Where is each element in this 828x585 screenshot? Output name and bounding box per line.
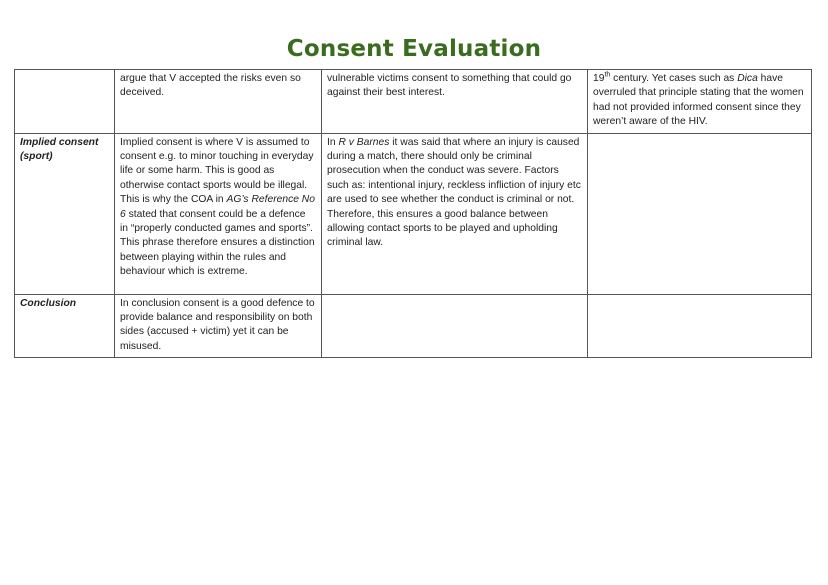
page-title: Consent Evaluation (286, 36, 542, 62)
table-row (15, 70, 812, 134)
row-label: Implied consent (sport) (15, 133, 115, 294)
table-cell (588, 133, 812, 294)
table-row (15, 133, 812, 294)
case-name: AG’s Reference No 6 (120, 194, 315, 220)
table-cell: vulnerable victims consent to something that could go against their best interest. (322, 70, 588, 134)
cell-text: stated that consent could be a defence in “properly conducted games and sports”. This phrase therefore ensures a distinction between playing within the rules and behaviour which is extreme. (120, 208, 315, 278)
case-name: Dica (737, 73, 758, 84)
cell-text: In (327, 136, 339, 148)
evaluation-table (14, 69, 812, 358)
cell-text: it was said that where an injury is caused during a match, there should only be criminal prosecution when the conduct was severe. Factors such as: intentional injury, reckless infliction of injury etc are used to see whether the conduct is criminal or not. Therefore, this ensures a good balance between allowing contact sports to be played and upholding criminal law. (327, 136, 581, 249)
cell-text: 19 (593, 73, 605, 84)
cell-text: have overruled that principle stating that the women had not provided informed consent since they weren’t aware of the HIV. (593, 73, 804, 128)
row-label (15, 70, 115, 134)
table-cell: In conclusion consent is a good defence to provide balance and responsibility on both sides (accused + victim) yet it can be misused. (115, 294, 322, 358)
table-cell (588, 294, 812, 358)
cell-text: century. Yet cases such as (610, 73, 738, 84)
table-cell (115, 133, 322, 294)
table-cell (588, 70, 812, 134)
cell-text: Implied consent is where V is assumed to consent e.g. to minor touching in everyday life or some harm. This is good as otherwise contact sports would be illegal. This is why the COA in (120, 136, 314, 206)
table-cell (322, 294, 588, 358)
table-cell (322, 133, 588, 294)
case-name: R v Barnes (338, 136, 390, 148)
row-label: Conclusion (15, 294, 115, 358)
table-cell: argue that V accepted the risks even so deceived. (115, 70, 322, 134)
cell-superscript: th (604, 71, 611, 79)
table-row (15, 294, 812, 358)
